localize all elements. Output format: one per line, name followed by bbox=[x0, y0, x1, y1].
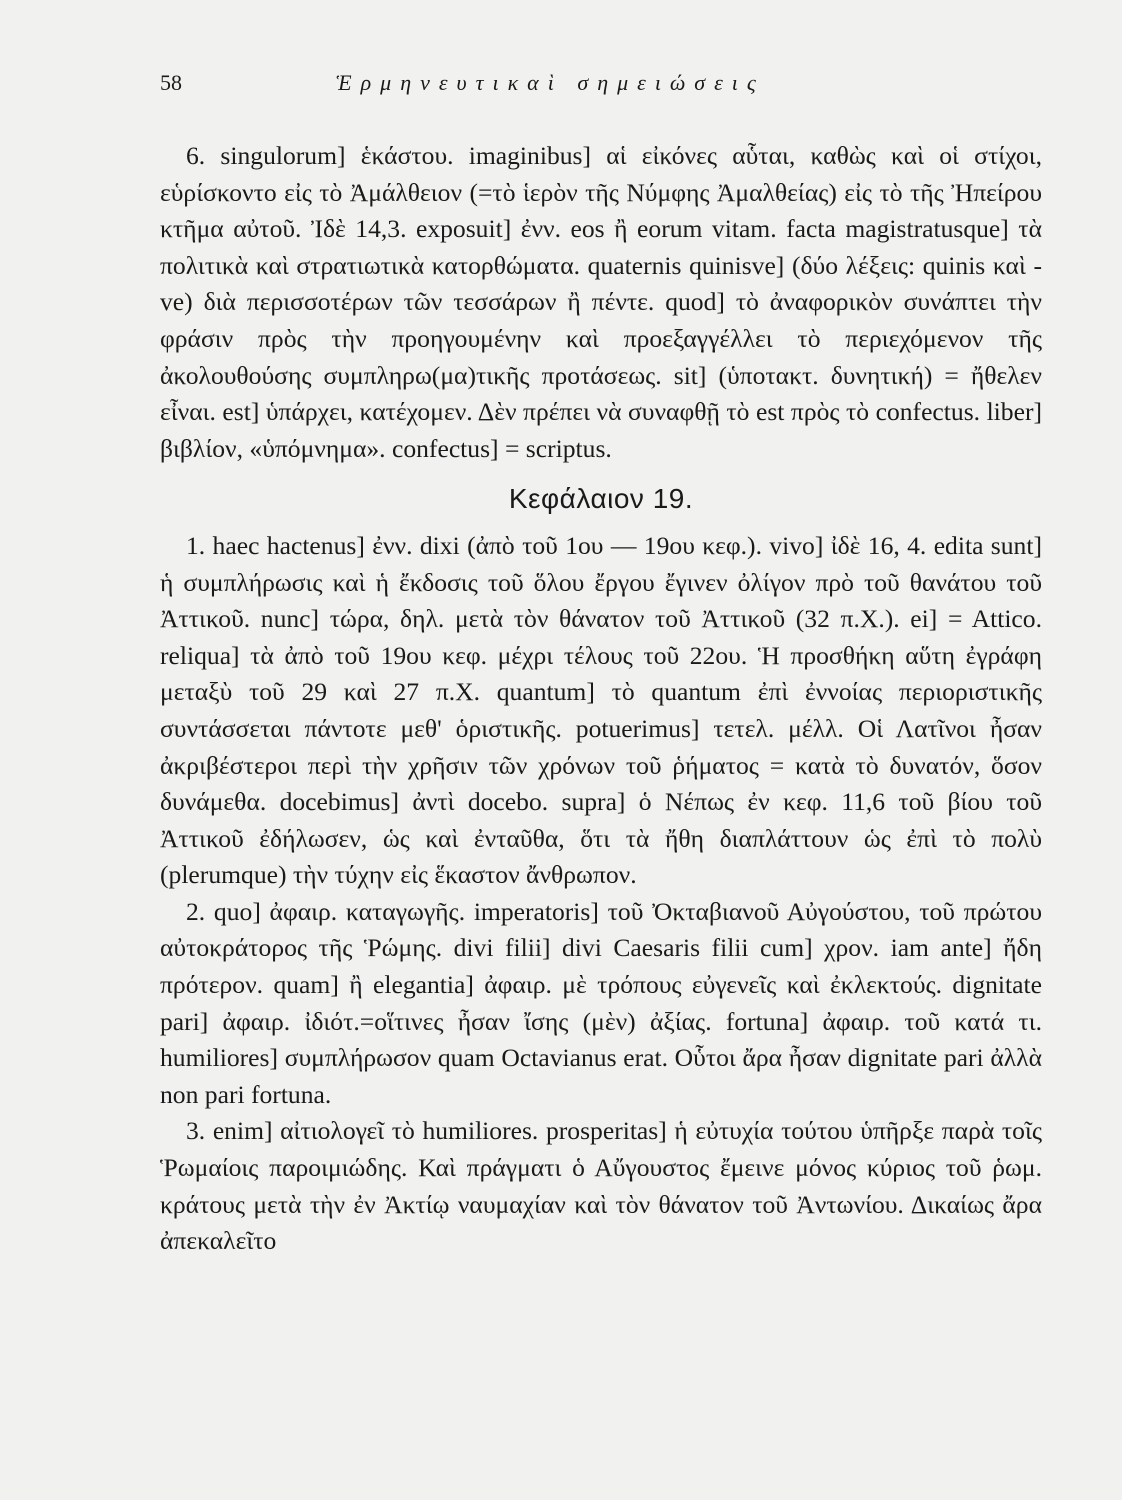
note-paragraph-2: 2. quo] ἀφαιρ. καταγωγῆς. imperatoris] τοῦ Ὀκταβιανοῦ Αὐγούστου, τοῦ πρώτου αὐτοκράτορος τῆς Ῥώμης. divi filii] divi Caesaris filii cum] χρον. iam ante] ἤδη πρότερον. quam] ἢ elegantia] ἀφαιρ. μὲ τρόπους εὐγενεῖς καὶ ἐκλεκτούς. dignitate pari] ἀφαιρ. ἰδιότ.=οἵτινες ἦσαν ἴσης (μὲν) ἀξίας. fortuna] ἀφαιρ. τοῦ κατά τι. humiliores] συμπλήρωσον quam Octavianus erat. Οὗτοι ἄρα ἦσαν dignitate pari ἀλλὰ non pari fortuna. bbox=[160, 896, 1042, 1109]
note-paragraph-6: 6. singulorum] ἑκάστου. imaginibus] αἱ εἰκόνες αὗται, καθὼς καὶ οἱ στίχοι, εὑρίσκοντο εἰς τὸ Ἀμάλθειον (=τὸ ἱερὸν τῆς Νύμφης Ἀμαλθείας) εἰς τὸ τῆς Ἠπείρου κτῆμα αὐτοῦ. Ἰδὲ 14,3. exposuit] ἐνν. eos ἢ eorum vitam. facta magistratusque] τὰ πολιτικὰ καὶ στρατιωτικὰ κατορθώματα. quaternis quinisve] (δύο λέξεις: quinis καὶ -ve) διὰ περισσοτέρων τῶν τεσσάρων ἢ πέντε. quod] τὸ ἀναφορικὸν συνάπτει τὴν φράσιν πρὸς τὴν προηγουμένην καὶ προεξαγγέλλει τὸ περιεχόμενον τῆς ἀκολουθούσης συμπληρω(μα)τικῆς προτάσεως. sit] (ὑποτακτ. δυνητική) = ἤθελεν εἶναι. est] ὑπάρχει, κατέχομεν. Δὲν πρέπει νὰ συναφθῇ τὸ est πρὸς τὸ confectus. liber] βιβλίον, «ὑπόμνημα». confectus] = scriptus. bbox=[160, 141, 1042, 463]
running-title: Ἑρμηνευτικαὶ σημειώσεις bbox=[336, 70, 765, 95]
running-head bbox=[160, 70, 990, 100]
page-number: 58 bbox=[160, 70, 182, 95]
note-paragraph-3: 3. enim] αἰτιολογεῖ τὸ humiliores. prosperitas] ἡ εὐτυχία τούτου ὑπῆρξε παρὰ τοῖς Ῥωμαίοις παροιμιώδης. Καὶ πράγματι ὁ Αὔγουστος ἔμεινε μόνος κύριος τοῦ ῥωμ. κράτους μετὰ τὴν ἐν Ἀκτίῳ ναυμαχίαν καὶ τὸν θάνατον τοῦ Ἀντωνίου. Δικαίως ἄρα ἀπεκαλεῖτο bbox=[160, 1116, 1042, 1256]
note-paragraph-1: 1. haec hactenus] ἐνν. dixi (ἀπὸ τοῦ 1ου — 19ου κεφ.). vivo] ἰδὲ 16, 4. edita sunt] ἡ συμπλήρωσις καὶ ἡ ἔκδοσις τοῦ ὅλου ἔργου ἔγινεν ὀλίγον πρὸ τοῦ θανάτου τοῦ Ἀττικοῦ. nunc] τώρα, δηλ. μετὰ τὸν θάνατον τοῦ Ἀττικοῦ (32 π.Χ.). ei] = Attico. reliqua] τὰ ἀπὸ τοῦ 19ου κεφ. μέχρι τέλους τοῦ 22ου. Ἡ προσθήκη αὕτη ἐγράφη μεταξὺ τοῦ 29 καὶ 27 π.Χ. quantum] τὸ quantum ἐπὶ ἐννοίας περιοριστικῆς συντάσσεται πάντοτε μεθ' ὁριστικῆς. potuerimus] τετελ. μέλλ. Οἱ Λατῖνοι ἦσαν ἀκριβέστεροι περὶ τὴν χρῆσιν τῶν χρόνων τοῦ ῥήματος = κατὰ τὸ δυνατόν, ὅσον δυνάμεθα. docebimus] ἀντὶ docebo. supra] ὁ Νέπως ἐν κεφ. 11,6 τοῦ βίου τοῦ Ἀττικοῦ ἐδήλωσεν, ὡς καὶ ἐνταῦθα, ὅτι τὰ ἤθη διαπλάττουν ὡς ἐπὶ τὸ πολὺ (plerumque) τὴν τύχην εἰς ἕκαστον ἄνθρωπον. bbox=[160, 530, 1042, 890]
commentary-text bbox=[160, 138, 1042, 1260]
chapter-heading: Κεφάλαιον 19. bbox=[508, 483, 694, 515]
